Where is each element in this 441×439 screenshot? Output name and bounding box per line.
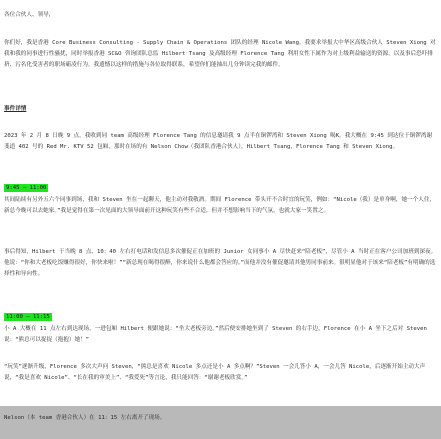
timestamp-2 xyxy=(4,312,437,323)
intro-paragraph: 你们好，我是香港 Core Business Consulting - Supply Chain & Operations 团队的经理 Nicole Wang。我要求举报大中华区高级合伙人 Steven Xiong 对我和我的同事进行性骚扰，同时举报香港 SC&O 咨询团队总监 Hilbert Tsang 及高级经理 Florence Tang 利用女性下属作为对上级利益输送的资源，以及事后恐吓排挤、污名化受害者的职场霸凌行为。我遗憾以这样的措施与各位取得联系，希望你们能抽出几分钟读完我的邮件。 xyxy=(4,40,436,69)
paragraph-3: 小 A 大概在 11 点左右到达现场。一进包厢 Hilbert 便跟她说：“坐大老板旁边。”然后便安排她坐到了 Steven 的右手边，Florence 在小 A 坐下之后对 Steven 说：“熊总可以捉捉（抱抱）她！” xyxy=(4,326,427,344)
timestamp-1 xyxy=(4,183,437,194)
timestamp-badge: 11:00 – 11:15 xyxy=(6,314,50,320)
greeting: 各位合伙人、领导， xyxy=(4,12,55,18)
event-intro-paragraph: 2023 年 2 月 8 日晚 9 点，我收到同 team 高级经理 Florence Tang 的信息邀请我 9 点半在铜锣湾和 Steven Xiong 喝K。我大概在 9:45 到达位于铜锣湾谢斐道 402 号的 Red Mr. KTV 52 包厢，那时在场的有 Nelson Chow（我团队香港合伙人），Hilbert Tsang，Florence Tang 和 Steven Xiong。 xyxy=(4,133,433,151)
paragraph-4: “玩笑”逐渐升级，Florence 多次大声问 Steven，“熊总是喜欢 Nicole 多点还是小 A 多点啊？”Steven 一会儿答小 A，一会儿答 Nicole，后逐渐开始主动大声说，“我是喜欢 Nicole”、“长在我的审美上”、“我爱死”等言论，我只能回答：“谢谢老板欣赏。” xyxy=(4,364,426,382)
section-heading: 事件详情 xyxy=(4,106,27,112)
footer-text: Nelson（本 team 香港合伙人）在 11：15 左右离开了现场。 xyxy=(4,415,166,421)
paragraph-1: 其间陆续有另外五六个同事到场，我和 Steven 坐在一起聊天，他主动对我敬酒。期间 Florence 带头开不合时宜的玩笑，例如：“Nicole（我）是单身啊，她一个人住，新总今晚可以去她家。”我是觉得在第一次见面的大领导面前开这种玩笑有些不合适，但并不想影响当下的气氛，也就大家一笑置之。 xyxy=(4,197,436,215)
timestamp-badge: 9:45 – 11:00 xyxy=(6,185,47,191)
paragraph-2: 事后得知，Hilbert 于当晚 8 点、10：40 左右打电话和发信息多次催促正在加班的 Junior 女同事小 A 尽快赶来“陪老板”，尽管小 A 当时正在客户公司加班到深夜。他说：“你和大老板吃饭赚得很好，你快来啦！”“新总现在喝得很醉，你来说什么他都会答应的。”而他并没有催促邀请其他男同事前来。很明显他对于该来“陪老板”有明确的选择性和导向性。 xyxy=(4,249,437,278)
